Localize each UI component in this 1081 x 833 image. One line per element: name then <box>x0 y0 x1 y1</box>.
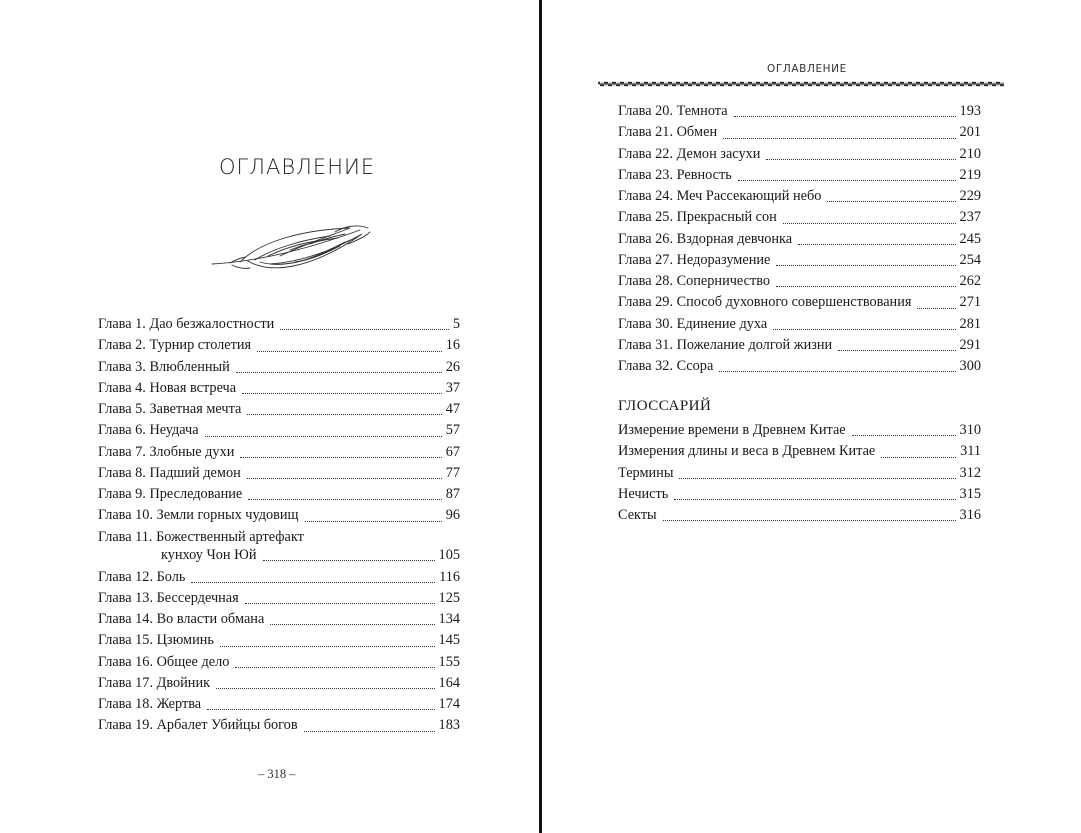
glossary-title: ГЛОССАРИЙ <box>618 398 712 414</box>
toc-entry-page: 262 <box>959 273 981 289</box>
toc-entry-page: 57 <box>445 422 460 439</box>
dot-leader <box>776 271 956 292</box>
toc-entry-title: Глава 22. Демон засухи <box>618 145 761 162</box>
toc-entry-title: Глава 1. Дао безжалостности <box>98 316 275 332</box>
wave-divider <box>598 79 1004 89</box>
toc-entry-title: Термины <box>618 464 674 481</box>
toc-entry <box>98 609 460 630</box>
toc-entry <box>98 567 460 588</box>
toc-entry <box>98 588 460 609</box>
toc-entry-page: 67 <box>445 443 460 460</box>
dot-leader <box>674 484 956 505</box>
running-head: ОГЛАВЛЕНИЕ <box>767 63 847 75</box>
toc-entry-page: 155 <box>438 653 460 670</box>
dot-leader <box>723 122 956 143</box>
toc-entry <box>618 335 981 356</box>
dot-leader <box>280 314 449 335</box>
toc-entry-page: 210 <box>959 145 981 162</box>
toc-entry <box>98 357 460 378</box>
toc-entry <box>618 250 981 271</box>
toc-entry-page: 47 <box>445 401 460 417</box>
toc-entry-page: 134 <box>438 611 460 627</box>
toc-entry-title: Глава 19. Арбалет Убийцы богов <box>98 717 298 734</box>
toc-entry-title: Глава 11. Божественный артефакт <box>98 528 304 545</box>
toc-entry-title: Глава 25. Прекрасный сон <box>618 209 777 226</box>
toc-entry <box>618 229 981 250</box>
dot-leader <box>216 673 435 694</box>
toc-entry-page: 316 <box>959 507 981 523</box>
toc-list <box>618 101 981 377</box>
dot-leader <box>236 357 442 378</box>
toc-entry <box>618 484 981 505</box>
toc-entry-page: 37 <box>445 379 460 396</box>
toc-entry-page: 311 <box>960 443 981 460</box>
toc-list <box>98 314 460 737</box>
dot-leader <box>734 101 956 122</box>
toc-entry-page: 174 <box>438 696 460 712</box>
dot-leader <box>305 505 442 526</box>
toc-entry-page: 26 <box>445 358 460 375</box>
dot-leader <box>827 186 956 207</box>
dot-leader <box>776 250 956 271</box>
dot-leader <box>304 715 435 736</box>
toc-entry <box>98 527 460 567</box>
toc-entry-title: Измерения длины и веса в Древнем Китае <box>618 443 876 460</box>
toc-entry <box>618 122 981 143</box>
toc-entry-page: 254 <box>959 251 981 268</box>
toc-entry <box>618 186 981 207</box>
toc-entry-page: 237 <box>959 209 981 226</box>
dot-leader <box>270 609 435 630</box>
toc-entry-page: 87 <box>445 486 460 502</box>
toc-entry <box>618 463 981 484</box>
toc-entry-title: Глава 15. Цзюминь <box>98 632 214 649</box>
toc-entry-page: 291 <box>959 336 981 353</box>
toc-entry-title: Глава 32. Ссора <box>618 358 714 374</box>
toc-entry-page: 193 <box>959 103 981 119</box>
toc-entry-title: Глава 10. Земли горных чудовищ <box>98 507 299 524</box>
toc-entry <box>98 399 460 420</box>
toc-entry-title: Глава 4. Новая встреча <box>98 379 237 396</box>
dot-leader <box>766 144 956 165</box>
toc-entry-title: Глава 28. Соперничество <box>618 273 771 289</box>
toc-entry-title: Глава 21. Обмен <box>618 124 718 141</box>
toc-entry <box>98 630 460 651</box>
toc-entry-title: Глава 27. Недоразумение <box>618 251 771 268</box>
dot-leader <box>798 229 956 250</box>
dot-leader <box>917 292 956 313</box>
toc-entry <box>618 165 981 186</box>
dot-leader <box>881 441 956 462</box>
dot-leader <box>663 505 956 526</box>
toc-entry <box>98 314 460 335</box>
toc-entry-title: Глава 6. Неудача <box>98 422 199 439</box>
toc-entry <box>98 673 460 694</box>
toc-entry <box>618 207 981 228</box>
page-title: ОГЛАВЛЕНИЕ <box>219 155 376 179</box>
toc-entry-title: Глава 8. Падший демон <box>98 464 241 481</box>
toc-entry <box>618 356 981 377</box>
toc-entry-title: Нечисть <box>618 485 669 502</box>
toc-entry <box>618 505 981 526</box>
toc-entry <box>98 484 460 505</box>
dot-leader <box>838 335 956 356</box>
page-number: – 318 – <box>258 767 296 781</box>
toc-entry-page: 16 <box>445 337 460 354</box>
dot-leader <box>220 630 435 651</box>
toc-entry-page: 5 <box>452 316 460 332</box>
toc-entry <box>98 335 460 356</box>
toc-entry-title: Глава 16. Общее дело <box>98 653 230 670</box>
dot-leader <box>263 545 435 566</box>
toc-entry-page: 281 <box>959 315 981 332</box>
toc-entry-title: Глава 13. Бессердечная <box>98 589 239 606</box>
dot-leader <box>719 356 956 377</box>
toc-entry <box>618 420 981 441</box>
toc-entry-title: Глава 12. Боль <box>98 568 186 585</box>
toc-entry-page: 105 <box>438 546 460 563</box>
toc-entry-title: Глава 29. Способ духовного совершенствования <box>618 294 912 311</box>
toc-entry <box>98 442 460 463</box>
dot-leader <box>257 335 442 356</box>
toc-entry-page: 164 <box>438 674 460 691</box>
toc-entry-title: Глава 20. Темнота <box>618 103 728 119</box>
dot-leader <box>205 420 442 441</box>
toc-entry <box>98 694 460 715</box>
toc-entry-title: Глава 2. Турнир столетия <box>98 337 252 354</box>
toc-entry-page: 312 <box>959 464 981 481</box>
dot-leader <box>242 378 442 399</box>
toc-entry-page: 145 <box>438 632 460 649</box>
toc-entry-title: Глава 26. Вздорная девчонка <box>618 230 793 247</box>
toc-entry-page: 183 <box>438 717 460 734</box>
glossary-list <box>618 420 981 526</box>
toc-entry-title: Измерение времени в Древнем Китае <box>618 422 846 438</box>
toc-entry-title: Глава 23. Ревность <box>618 166 732 183</box>
toc-entry-page: 125 <box>438 589 460 606</box>
toc-entry-page: 315 <box>959 485 981 502</box>
toc-entry-title: Глава 17. Двойник <box>98 674 211 691</box>
toc-entry <box>618 441 981 462</box>
right-page <box>542 0 1081 833</box>
toc-entry-title: Глава 5. Заветная мечта <box>98 401 242 417</box>
dot-leader <box>248 484 442 505</box>
toc-entry-page: 116 <box>439 568 460 585</box>
dot-leader <box>773 314 956 335</box>
toc-entry <box>618 144 981 165</box>
toc-entry <box>98 420 460 441</box>
dot-leader <box>240 442 442 463</box>
toc-entry <box>98 505 460 526</box>
toc-entry <box>98 378 460 399</box>
dot-leader <box>247 463 442 484</box>
dot-leader <box>679 463 956 484</box>
toc-entry-page: 245 <box>959 230 981 247</box>
toc-entry-title: Глава 18. Жертва <box>98 696 202 712</box>
toc-entry-page: 96 <box>445 507 460 524</box>
toc-entry <box>618 292 981 313</box>
toc-entry <box>98 715 460 736</box>
toc-entry-title: Глава 31. Пожелание долгой жизни <box>618 336 833 353</box>
dot-leader <box>852 420 956 441</box>
toc-entry <box>98 463 460 484</box>
dot-leader <box>235 652 435 673</box>
toc-entry <box>618 101 981 122</box>
toc-entry-title: Глава 9. Преследование <box>98 486 243 502</box>
toc-entry-page: 219 <box>959 166 981 183</box>
left-page <box>0 0 540 833</box>
toc-entry-page: 77 <box>445 464 460 481</box>
dot-leader <box>247 399 442 420</box>
dot-leader <box>245 588 435 609</box>
toc-entry-page: 300 <box>959 358 981 374</box>
toc-entry <box>618 314 981 335</box>
toc-entry-title: Глава 7. Злобные духи <box>98 443 235 460</box>
dot-leader <box>207 694 435 715</box>
toc-entry <box>98 652 460 673</box>
toc-entry-title: Глава 14. Во власти обмана <box>98 611 265 627</box>
toc-entry-page: 229 <box>959 188 981 204</box>
toc-entry-page: 201 <box>959 124 981 141</box>
dot-leader <box>783 207 956 228</box>
toc-entry-title-cont: кунхоу Чон Юй <box>161 546 257 563</box>
feather-icon <box>210 222 372 284</box>
dot-leader <box>191 567 435 588</box>
toc-entry-title: Глава 3. Влюбленный <box>98 358 230 375</box>
toc-entry-title: Глава 24. Меч Рассекающий небо <box>618 188 822 204</box>
toc-entry-page: 271 <box>959 294 981 311</box>
toc-entry-page: 310 <box>959 422 981 438</box>
toc-entry-title: Глава 30. Единение духа <box>618 315 768 332</box>
toc-entry <box>618 271 981 292</box>
toc-entry-title: Секты <box>618 507 657 523</box>
dot-leader <box>738 165 956 186</box>
